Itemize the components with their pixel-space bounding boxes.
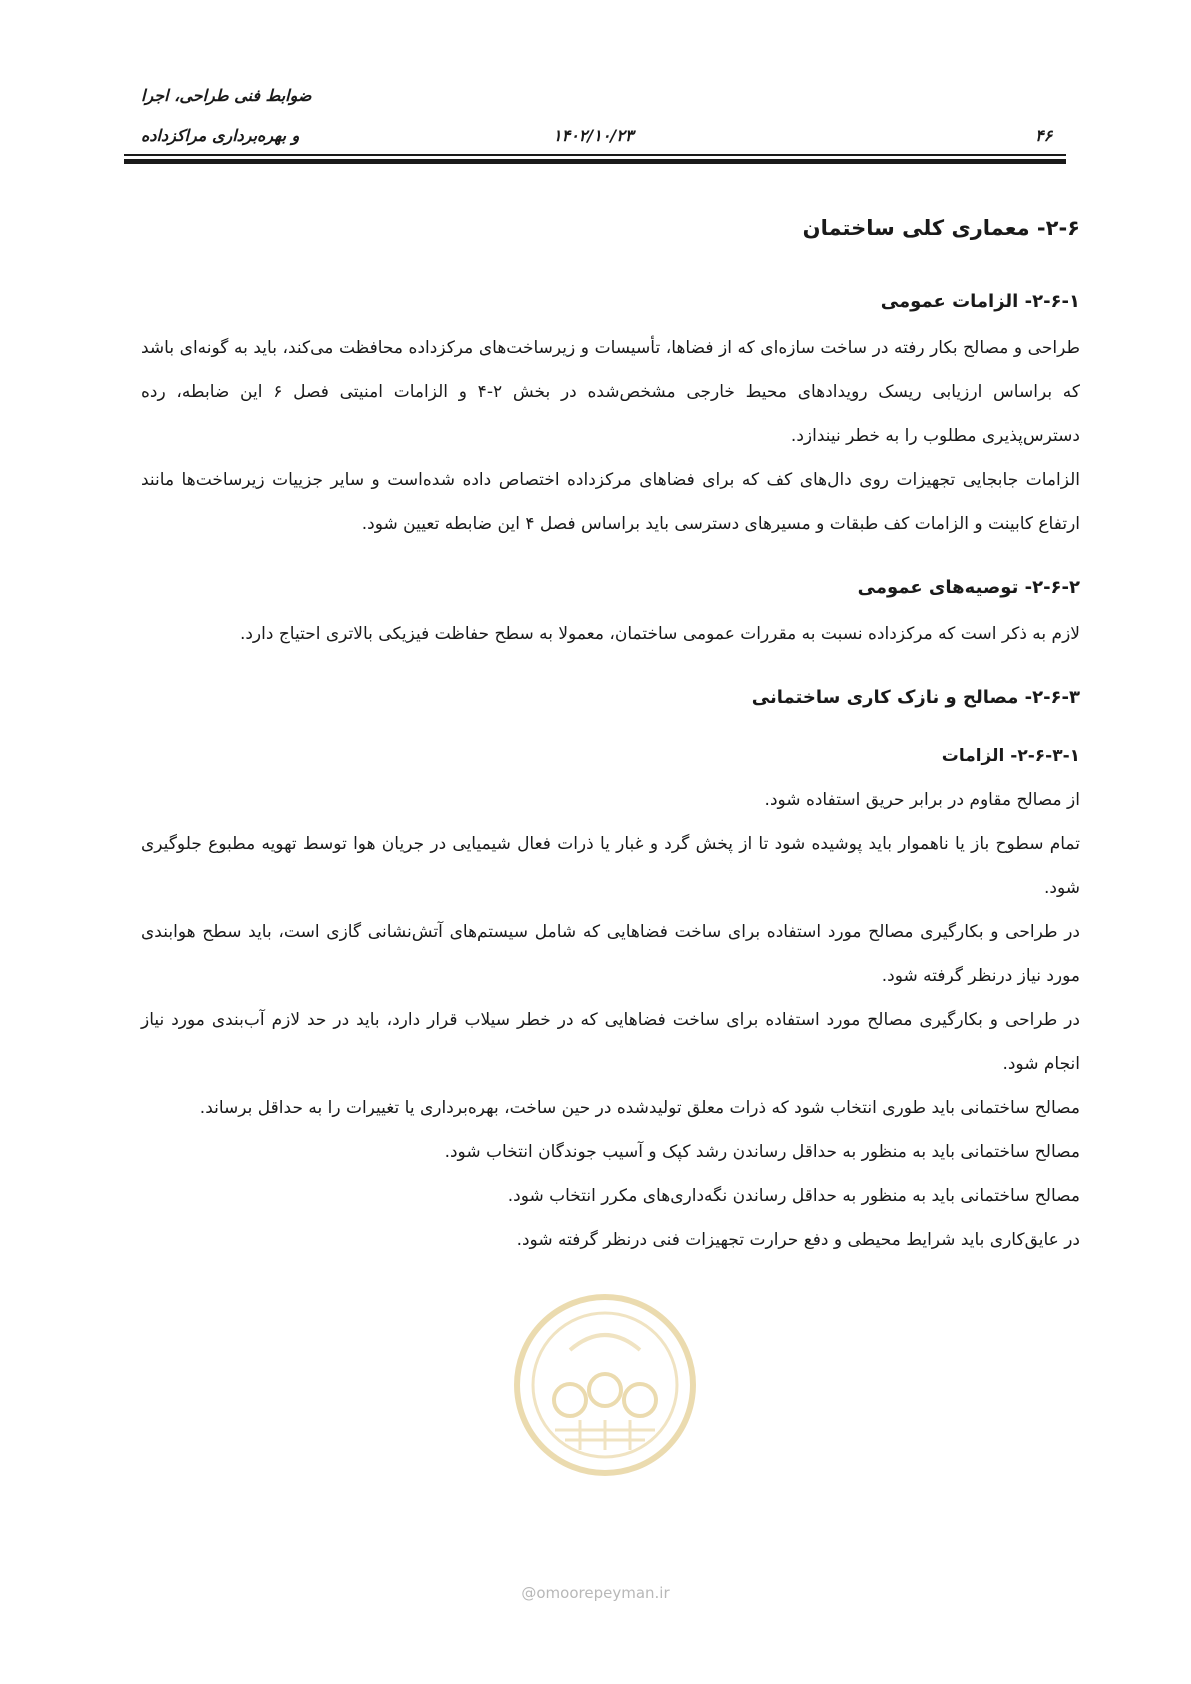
paragraph: لازم به ذکر است که مرکزداده نسبت به مقررات عمومی ساختمان، معمولا به سطح حفاظت فیزیکی بالاتری احتیاج دارد. — [239, 624, 1080, 644]
document-title-line1: ضوابط فنی طراحی، اجرا — [141, 86, 312, 105]
paragraph: مصالح ساختمانی باید طوری انتخاب شود که ذرات معلق تولیدشده در حین ساخت، بهره‌برداری یا تغییرات را به حداقل برساند. — [199, 1098, 1080, 1118]
paragraph: الزامات جابجایی تجهیزات روی دال‌های کف که برای فضاهای مرکزداده اختصاص داده شده‌است و سایر جزییات زیرساخت‌ها مانند ارتفاع کابینت و الزامات کف طبقات و مسیرهای دسترسی باید براساس فصل ۴ این ضابطه تعیین شود. — [141, 470, 1080, 534]
paragraph: طراحی و مصالح بکار رفته در ساخت سازه‌ای که از فضاها، تأسیسات و زیرساخت‌های مرکزداده محافظت می‌کند، باید به گونه‌ای باشد که براساس ارزیابی ریسک رویدادهای محیط خارجی مشخص‌شده در بخش ۲-۴ و الزامات امنیتی فصل ۶ این ضابطه، رده دسترس‌پذیری مطلوب را به خطر نیندازد. — [141, 338, 1081, 446]
document-body — [141, 210, 1080, 1262]
subsubsection-title-requirements: ۲-۶-۳-۱- الزامات — [941, 746, 1080, 766]
header-rule-thick — [124, 159, 1066, 164]
document-date: ۱۴۰۲/۱۰/۲۳ — [553, 126, 634, 145]
paragraph: مصالح ساختمانی باید به منظور به حداقل رساندن نگه‌داری‌های مکرر انتخاب شود. — [507, 1186, 1080, 1206]
subsection-title-general-requirements: ۲-۶-۱- الزامات عمومی — [880, 291, 1080, 312]
watermark-url: @omoorepeyman.ir — [521, 1584, 670, 1602]
subsection-title-general-recommendations: ۲-۶-۲- توصیه‌های عمومی — [857, 577, 1080, 598]
subsection-title-materials-finishing: ۲-۶-۳- مصالح و نازک کاری ساختمانی — [751, 687, 1080, 708]
paragraph: در عایق‌کاری باید شرایط محیطی و دفع حرارت تجهیزات فنی درنظر گرفته شود. — [516, 1230, 1080, 1250]
header-rule-thin — [124, 154, 1066, 156]
page-number: ۴۶ — [1035, 126, 1053, 145]
document-title-line2: و بهره‌برداری مراکزداده — [141, 126, 300, 145]
watermark-seal-logo — [510, 1290, 700, 1480]
section-title: ۲-۶- معماری کلی ساختمان — [802, 216, 1080, 240]
paragraph: از مصالح مقاوم در برابر حریق استفاده شود. — [764, 790, 1080, 810]
paragraph: مصالح ساختمانی باید به منظور به حداقل رساندن رشد کپک و آسیب جوندگان انتخاب شود. — [444, 1142, 1080, 1162]
paragraph: در طراحی و بکارگیری مصالح مورد استفاده برای ساخت فضاهایی که در خطر سیلاب قرار دارد، باید در حد لازم آب‌بندی مورد نیاز انجام شود. — [141, 1010, 1080, 1074]
paragraph: تمام سطوح باز یا ناهموار باید پوشیده شود تا از پخش گرد و غبار یا ذرات فعال شیمیایی در جریان هوا توسط تهویه مطبوع جلوگیری شود. — [141, 834, 1080, 898]
paragraph: در طراحی و بکارگیری مصالح مورد استفاده برای ساخت فضاهایی که شامل سیستم‌های آتش‌نشانی گازی است، باید سطح هوابندی مورد نیاز درنظر گرفته شود. — [141, 922, 1080, 986]
